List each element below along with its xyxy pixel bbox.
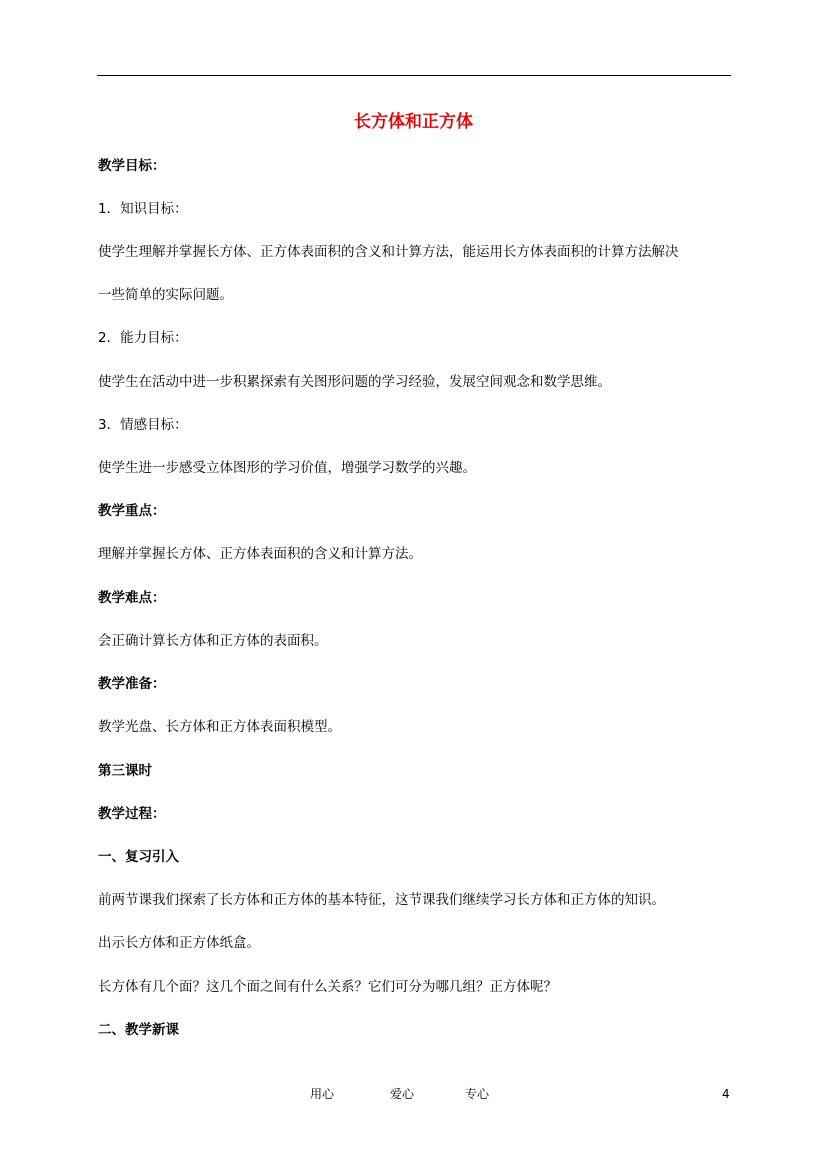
document-line: 教学难点： — [98, 590, 166, 606]
document-line: 教学准备： — [98, 676, 166, 692]
document-line: 教学重点： — [98, 503, 166, 519]
document-line: 理解并掌握长方体、正方体表面积的含义和计算方法。 — [98, 546, 422, 562]
document-line: 3．情感目标： — [98, 417, 188, 433]
header-rule — [97, 75, 731, 76]
document-line: 使学生进一步感受立体图形的学习价值，增强学习数学的兴趣。 — [98, 460, 476, 476]
document-line: 1．知识目标： — [98, 201, 188, 217]
document-line: 长方体有几个面？这几个面之间有什么关系？它们可分为哪几组？正方体呢？ — [98, 979, 557, 995]
footer-word-3: 专心 — [465, 1087, 490, 1101]
document-title: 长方体和正方体 — [354, 112, 473, 132]
document-line: 教学光盘、长方体和正方体表面积模型。 — [98, 719, 341, 735]
page-number: 4 — [722, 1087, 730, 1101]
document-line: 出示长方体和正方体纸盒。 — [98, 935, 260, 951]
document-line: 2．能力目标： — [98, 330, 188, 346]
document-line: 教学过程： — [98, 806, 166, 822]
document-line: 二、教学新课 — [98, 1022, 179, 1038]
document-line: 会正确计算长方体和正方体的表面积。 — [98, 633, 328, 649]
document-line: 教学目标： — [98, 158, 166, 174]
document-line: 使学生在活动中进一步积累探索有关图形问题的学习经验，发展空间观念和数学思维。 — [98, 374, 611, 390]
document-line: 前两节课我们探索了长方体和正方体的基本特征，这节课我们继续学习长方体和正方体的知识。 — [98, 892, 665, 908]
document-line: 使学生理解并掌握长方体、正方体表面积的含义和计算方法，能运用长方体表面积的计算方法解决 — [98, 244, 679, 260]
footer-word-2: 爱心 — [390, 1087, 415, 1101]
document-line: 第三课时 — [98, 763, 152, 779]
document-line: 一些简单的实际问题。 — [98, 287, 233, 303]
document-line: 一、复习引入 — [98, 849, 179, 865]
footer-word-1: 用心 — [310, 1087, 335, 1101]
